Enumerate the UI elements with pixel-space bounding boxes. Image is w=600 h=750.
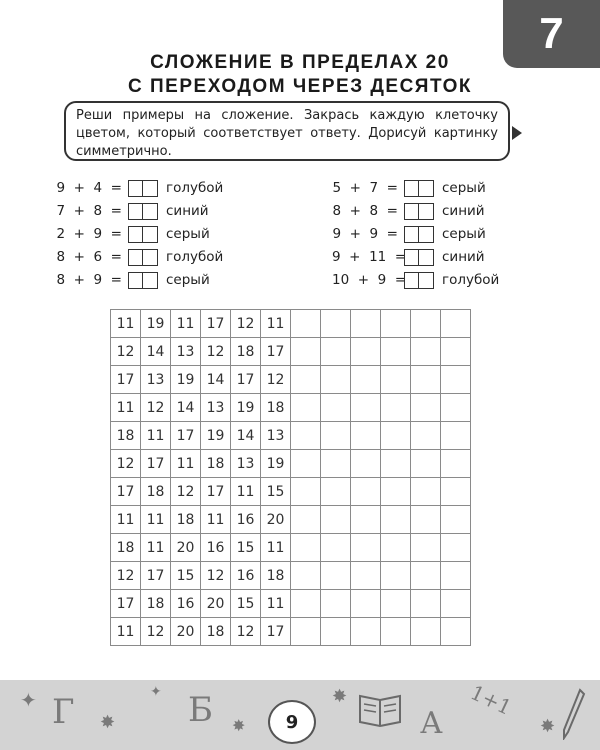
- grid-cell[interactable]: [441, 338, 471, 366]
- grid-cell[interactable]: 17: [141, 562, 171, 590]
- equation: [56, 247, 223, 267]
- grid-row: [111, 534, 471, 562]
- grid-cell[interactable]: 16: [201, 534, 231, 562]
- grid-cell[interactable]: 19: [261, 450, 291, 478]
- grid-cell[interactable]: 12: [201, 338, 231, 366]
- grid-cell[interactable]: [321, 422, 351, 450]
- grid-cell[interactable]: 14: [141, 338, 171, 366]
- equation-color: серый: [442, 180, 486, 196]
- equation-color: серый: [442, 226, 486, 242]
- grid-cell[interactable]: [381, 534, 411, 562]
- grid-cell[interactable]: 17: [111, 590, 141, 618]
- grid-cell[interactable]: [381, 618, 411, 646]
- grid-cell[interactable]: [291, 534, 321, 562]
- grid-cell[interactable]: 18: [261, 562, 291, 590]
- grid-cell[interactable]: 17: [231, 366, 261, 394]
- grid-cell[interactable]: [381, 366, 411, 394]
- grid-cell[interactable]: [411, 590, 441, 618]
- grid-cell[interactable]: 11: [261, 534, 291, 562]
- grid-cell[interactable]: 18: [111, 422, 141, 450]
- grid-cell[interactable]: 16: [231, 506, 261, 534]
- equation-color: синий: [166, 203, 209, 219]
- grid-row: [111, 506, 471, 534]
- grid-cell[interactable]: [291, 618, 321, 646]
- equation-expression: 2 + 9 =: [56, 226, 122, 242]
- grid-cell[interactable]: [381, 422, 411, 450]
- answer-boxes[interactable]: [404, 272, 434, 289]
- star-icon: ✸: [100, 712, 116, 733]
- grid-cell[interactable]: [411, 450, 441, 478]
- equation-expression: 9 + 9 =: [332, 226, 398, 242]
- equation: [332, 247, 485, 267]
- grid-cell[interactable]: 18: [141, 478, 171, 506]
- grid-cell[interactable]: [291, 310, 321, 338]
- equation-expression: 9 + 4 =: [56, 180, 122, 196]
- grid-cell[interactable]: 19: [171, 366, 201, 394]
- grid-cell[interactable]: 18: [141, 590, 171, 618]
- grid-row: [111, 562, 471, 590]
- grid-cell[interactable]: [321, 338, 351, 366]
- equation: [332, 178, 486, 198]
- instruction-box: [64, 101, 510, 161]
- grid-cell[interactable]: 18: [261, 394, 291, 422]
- grid-cell[interactable]: 18: [111, 534, 141, 562]
- grid-cell[interactable]: 17: [171, 422, 201, 450]
- grid-cell[interactable]: [441, 534, 471, 562]
- grid-cell[interactable]: 20: [261, 506, 291, 534]
- grid-cell[interactable]: [411, 422, 441, 450]
- grid-cell[interactable]: [441, 590, 471, 618]
- grid-cell[interactable]: 11: [231, 478, 261, 506]
- grid-cell[interactable]: [411, 534, 441, 562]
- grid-cell[interactable]: [351, 338, 381, 366]
- grid-cell[interactable]: [291, 506, 321, 534]
- grid-cell[interactable]: [291, 338, 321, 366]
- grid-cell[interactable]: 11: [141, 506, 171, 534]
- grid-cell[interactable]: [441, 394, 471, 422]
- grid-cell[interactable]: [291, 562, 321, 590]
- grid-cell[interactable]: [411, 366, 441, 394]
- grid-cell[interactable]: 15: [171, 562, 201, 590]
- grid-cell[interactable]: [441, 366, 471, 394]
- equation-color: голубой: [442, 272, 500, 288]
- grid-cell[interactable]: [321, 450, 351, 478]
- grid-cell[interactable]: [381, 506, 411, 534]
- grid-cell[interactable]: 12: [261, 366, 291, 394]
- grid-row: [111, 478, 471, 506]
- grid-cell[interactable]: 19: [141, 310, 171, 338]
- grid-cell[interactable]: 15: [231, 590, 261, 618]
- grid-cell[interactable]: 18: [171, 506, 201, 534]
- grid-cell[interactable]: [411, 394, 441, 422]
- grid-cell[interactable]: [441, 422, 471, 450]
- grid-cell[interactable]: [291, 422, 321, 450]
- grid-cell[interactable]: [321, 534, 351, 562]
- grid-cell[interactable]: 17: [201, 478, 231, 506]
- grid-cell[interactable]: [381, 394, 411, 422]
- grid-cell[interactable]: 15: [231, 534, 261, 562]
- grid-cell[interactable]: [321, 478, 351, 506]
- grid-cell[interactable]: 18: [201, 450, 231, 478]
- grid-cell[interactable]: 20: [171, 618, 201, 646]
- answer-boxes[interactable]: [128, 226, 158, 243]
- grid-cell[interactable]: [321, 366, 351, 394]
- grid-row: [111, 338, 471, 366]
- grid-cell[interactable]: 18: [201, 618, 231, 646]
- equation: [332, 270, 499, 290]
- grid-cell[interactable]: [321, 618, 351, 646]
- grid-cell[interactable]: [351, 310, 381, 338]
- grid-cell[interactable]: [381, 590, 411, 618]
- grid-cell[interactable]: 18: [231, 338, 261, 366]
- page-number: 9: [268, 700, 316, 744]
- grid-cell[interactable]: [381, 450, 411, 478]
- star-icon: ✸: [540, 716, 556, 737]
- chapter-tab: 7: [503, 0, 600, 68]
- grid-cell[interactable]: 19: [201, 422, 231, 450]
- grid-cell[interactable]: 16: [171, 590, 201, 618]
- speech-arrow-icon: [512, 126, 522, 140]
- equation-expression: 8 + 8 =: [332, 203, 398, 219]
- footer-letter-b: Б: [188, 690, 213, 730]
- equation-color: голубой: [166, 249, 224, 265]
- grid-cell[interactable]: [321, 590, 351, 618]
- grid-cell[interactable]: 17: [111, 478, 141, 506]
- grid-row: [111, 422, 471, 450]
- grid-cell[interactable]: [351, 394, 381, 422]
- grid-cell[interactable]: 13: [231, 450, 261, 478]
- equation-expression: 8 + 9 =: [56, 272, 122, 288]
- grid-cell[interactable]: [351, 478, 381, 506]
- grid-cell[interactable]: 15: [261, 478, 291, 506]
- grid-cell[interactable]: 16: [231, 562, 261, 590]
- grid-cell[interactable]: [411, 618, 441, 646]
- grid-cell[interactable]: 14: [231, 422, 261, 450]
- grid-cell[interactable]: [381, 310, 411, 338]
- equation-color: синий: [442, 249, 485, 265]
- grid-row: [111, 310, 471, 338]
- answer-boxes[interactable]: [128, 203, 158, 220]
- grid-cell[interactable]: 12: [141, 394, 171, 422]
- equation: [332, 201, 485, 221]
- grid-cell[interactable]: [381, 338, 411, 366]
- grid-cell[interactable]: 12: [201, 562, 231, 590]
- footer-letter-a: А: [420, 706, 443, 741]
- grid-cell[interactable]: [441, 562, 471, 590]
- grid-cell[interactable]: [441, 310, 471, 338]
- grid-row: [111, 450, 471, 478]
- grid-cell[interactable]: [411, 506, 441, 534]
- grid-cell[interactable]: [351, 366, 381, 394]
- footer-letter-g: Г: [52, 692, 75, 732]
- answer-boxes[interactable]: [404, 226, 434, 243]
- equation-color: серый: [166, 272, 210, 288]
- grid-cell[interactable]: 11: [141, 534, 171, 562]
- grid-cell[interactable]: 20: [201, 590, 231, 618]
- grid-cell[interactable]: [441, 450, 471, 478]
- equation: [56, 270, 210, 290]
- grid-cell[interactable]: [351, 618, 381, 646]
- equation-color: синий: [442, 203, 485, 219]
- grid-cell[interactable]: 19: [231, 394, 261, 422]
- page-title-line2: С ПЕРЕХОДОМ ЧЕРЕЗ ДЕСЯТОК: [128, 76, 472, 97]
- grid-row: [111, 618, 471, 646]
- grid-cell[interactable]: [411, 310, 441, 338]
- answer-boxes[interactable]: [128, 180, 158, 197]
- grid-cell[interactable]: 17: [111, 366, 141, 394]
- grid-cell[interactable]: 11: [141, 422, 171, 450]
- grid-cell[interactable]: 13: [201, 394, 231, 422]
- grid-cell[interactable]: 13: [141, 366, 171, 394]
- grid-cell[interactable]: [441, 478, 471, 506]
- answer-boxes[interactable]: [404, 249, 434, 266]
- grid-row: [111, 394, 471, 422]
- grid-cell[interactable]: 11: [111, 618, 141, 646]
- equation-color: голубой: [166, 180, 224, 196]
- grid-cell[interactable]: [321, 394, 351, 422]
- grid-cell[interactable]: [441, 618, 471, 646]
- equation: [56, 201, 209, 221]
- grid-cell[interactable]: [411, 562, 441, 590]
- grid-cell[interactable]: 12: [231, 618, 261, 646]
- grid-row: [111, 366, 471, 394]
- grid-cell[interactable]: [441, 506, 471, 534]
- grid-cell[interactable]: 20: [171, 534, 201, 562]
- grid-cell[interactable]: [411, 478, 441, 506]
- grid-cell[interactable]: [351, 450, 381, 478]
- grid-cell[interactable]: 14: [171, 394, 201, 422]
- grid-cell[interactable]: [321, 562, 351, 590]
- grid-cell[interactable]: [321, 506, 351, 534]
- star-icon: ✸: [232, 716, 246, 735]
- equation-expression: 9 + 11 =: [332, 249, 407, 265]
- grid-cell[interactable]: 11: [171, 450, 201, 478]
- page-title-line1: СЛОЖЕНИЕ В ПРЕДЕЛАХ 20: [150, 52, 450, 73]
- grid-cell[interactable]: [351, 422, 381, 450]
- grid-cell[interactable]: [351, 590, 381, 618]
- grid-cell[interactable]: 11: [111, 394, 141, 422]
- grid-cell[interactable]: 14: [201, 366, 231, 394]
- grid-cell[interactable]: 17: [261, 618, 291, 646]
- equation: [332, 224, 486, 244]
- grid-cell[interactable]: [351, 506, 381, 534]
- grid-cell[interactable]: 13: [171, 338, 201, 366]
- star-icon: ✦: [20, 688, 37, 712]
- grid-cell[interactable]: 11: [111, 310, 141, 338]
- grid-cell[interactable]: 12: [111, 338, 141, 366]
- star-icon: ✸: [332, 686, 348, 707]
- instruction-text: Реши примеры на сложение. Закрась каждую клеточку цветом, который соответствует ответу. Дорисуй картинку симметрично.: [76, 108, 498, 159]
- grid-row: [111, 590, 471, 618]
- answer-boxes[interactable]: [128, 249, 158, 266]
- book-icon: [356, 688, 404, 728]
- grid-cell[interactable]: 11: [261, 310, 291, 338]
- equation-color: серый: [166, 226, 210, 242]
- grid-cell[interactable]: [381, 478, 411, 506]
- grid-cell[interactable]: 12: [111, 562, 141, 590]
- equation-expression: 7 + 8 =: [56, 203, 122, 219]
- grid-cell[interactable]: 12: [141, 618, 171, 646]
- coloring-grid: [110, 309, 471, 646]
- star-icon: ✦: [150, 684, 162, 700]
- grid-cell[interactable]: [351, 562, 381, 590]
- equation: [56, 224, 210, 244]
- grid-cell[interactable]: 12: [111, 450, 141, 478]
- answer-boxes[interactable]: [404, 180, 434, 197]
- footer-math: 1+1: [466, 680, 516, 720]
- grid-cell[interactable]: 17: [201, 310, 231, 338]
- grid-cell[interactable]: 17: [261, 338, 291, 366]
- grid-cell[interactable]: [291, 450, 321, 478]
- answer-boxes[interactable]: [404, 203, 434, 220]
- grid-cell[interactable]: 11: [261, 590, 291, 618]
- grid-cell[interactable]: [291, 394, 321, 422]
- grid-cell[interactable]: [351, 534, 381, 562]
- grid-cell[interactable]: 11: [171, 310, 201, 338]
- grid-cell[interactable]: 13: [261, 422, 291, 450]
- grid-cell[interactable]: [291, 478, 321, 506]
- pencil-icon: [560, 688, 586, 740]
- equation-expression: 5 + 7 =: [332, 180, 398, 196]
- grid-cell[interactable]: [381, 562, 411, 590]
- grid-cell[interactable]: 12: [171, 478, 201, 506]
- grid-cell[interactable]: [321, 310, 351, 338]
- equation-expression: 10 + 9 =: [332, 272, 407, 288]
- grid-cell[interactable]: 11: [111, 506, 141, 534]
- answer-boxes[interactable]: [128, 272, 158, 289]
- grid-cell[interactable]: [411, 338, 441, 366]
- grid-cell[interactable]: 17: [141, 450, 171, 478]
- equation: [56, 178, 223, 198]
- grid-cell[interactable]: 11: [201, 506, 231, 534]
- grid-cell[interactable]: [291, 366, 321, 394]
- grid-cell[interactable]: 12: [231, 310, 261, 338]
- grid-cell[interactable]: [291, 590, 321, 618]
- equation-expression: 8 + 6 =: [56, 249, 122, 265]
